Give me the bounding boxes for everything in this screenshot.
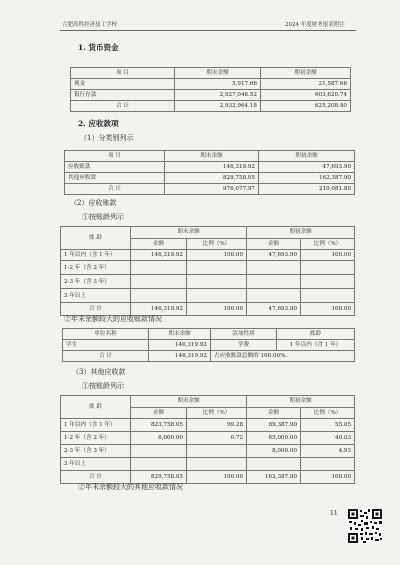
cell: 146,319.92 [149,351,211,362]
cell: 2-3 年（含 3 年） [61,275,131,289]
cell: 823,758.05 [131,419,187,432]
table-row [61,432,355,445]
cell: 146,319.92 [165,162,259,173]
table-row [61,445,355,458]
table-total-row [65,184,355,195]
cell: 1-2 年（含 2 年） [61,432,131,445]
cell: 1 年以内（含 1 年） [277,340,355,351]
cell: 100.00 [301,303,355,316]
other-receivables-aging-table [60,395,355,484]
header-report-title: 2024 年度财务报表附注 [285,22,345,28]
cell: 603,620.74 [261,90,351,101]
cell [187,445,247,458]
cell: 100.00 [301,471,355,484]
header-cell: 单位名称 [63,329,149,340]
cell: 100.00 [187,250,247,261]
table-row [61,419,355,432]
cell [301,289,355,303]
header-cell: 账 龄 [61,227,131,250]
caption-large-other-receivables: ②年末余额较大的其他应收款情况 [78,483,183,491]
cell: 2,932,964.18 [175,101,261,112]
subsection-by-category: （1）分类别列示 [80,134,134,142]
cell: 应收账款 [65,162,165,173]
cell [301,458,355,471]
header-cell: 期初余额 [247,396,355,408]
header-cell: 比例（%） [187,407,247,419]
cell: 47,693.90 [247,303,301,316]
header-cell: 比例（%） [301,407,355,419]
header-cell: 比例（%） [187,238,247,250]
cell: 162,387.90 [259,173,355,184]
receivables-category-table [64,150,355,195]
header-cell: 金额 [131,238,187,250]
header-cell: 款项性质 [211,329,277,340]
cell: 6,000.00 [131,432,187,445]
table-row [61,275,355,289]
cell: 3 年以上 [61,289,131,303]
header-cell: 期末余额 [131,396,247,408]
header-cell: 项 目 [71,68,175,79]
cell [301,261,355,275]
table-row [63,340,355,351]
table-total-row [71,101,351,112]
cell: 银行存款 [71,90,175,101]
cell: 合 计 [63,351,149,362]
table-row [61,289,355,303]
ar-aging-table [60,226,355,316]
header-school-name: 合肥高科经济技工学校 [62,22,118,28]
cell: 现金 [71,79,175,90]
subsection-other-by-age: ①按账龄列示 [82,382,124,390]
cell: 89,387.90 [247,419,301,432]
subsection-ar-by-age: ①按账龄列示 [82,213,124,221]
cell: 146,319.92 [149,340,211,351]
table-row [65,173,355,184]
cell: 47,693.90 [247,250,301,261]
cell: 合 计 [71,101,175,112]
header-cell: 期初余额 [261,68,351,79]
table-row [65,162,355,173]
table-row [71,90,351,101]
table-header-row [65,151,355,162]
cell [247,261,301,275]
header-cell: 账 龄 [61,396,131,419]
cell: 1 年以内（含 1 年） [61,419,131,432]
cell: 21,587.66 [261,79,351,90]
cell: 829,758.05 [131,471,187,484]
cell: 65,000.00 [247,432,301,445]
header-cell: 账龄 [277,329,355,340]
table-row [61,250,355,261]
cell: 100.00 [187,303,247,316]
header-cell: 期末余额 [131,227,247,239]
header-divider [60,30,356,31]
cell: 55.05 [301,419,355,432]
qr-code-icon [347,508,383,544]
cell: 210,081.80 [259,184,355,195]
cell: 47,693.90 [259,162,355,173]
section-receivables-title: 2. 应收款项 [78,119,119,128]
header-cell: 期末余额 [175,68,261,79]
page-number: 11 [330,510,338,517]
cell [187,261,247,275]
header-cell: 期末余额 [165,151,259,162]
table-header-row [63,329,355,340]
cell [131,275,187,289]
cell [131,289,187,303]
table-header-row [71,68,351,79]
cell: 4.93 [301,445,355,458]
table-row [71,79,351,90]
header-cell: 金额 [247,407,301,419]
cell [187,289,247,303]
header-cell: 项 目 [65,151,165,162]
cell [187,458,247,471]
cell: 合 计 [65,184,165,195]
header-cell: 金额 [247,238,301,250]
caption-large-ar: ②年末余额较大的应收账款情况 [64,315,162,323]
cell: 学生 [63,340,149,351]
cell [131,261,187,275]
cell: 5,917.66 [175,79,261,90]
cell: 2-3 年（含 3 年） [61,445,131,458]
cash-table [70,67,351,112]
header-cell: 比例（%） [301,238,355,250]
header-cell: 期初余额 [247,227,355,239]
cell [247,458,301,471]
cell [187,275,247,289]
cell: 146,319.92 [131,303,187,316]
cell: 100.00 [301,250,355,261]
header-cell: 金额 [131,407,187,419]
cell [131,458,187,471]
cell: 合 计 [61,471,131,484]
cell [247,289,301,303]
section-cash-title: 1. 货币资金 [78,43,119,52]
cell: 2,927,046.52 [175,90,261,101]
subsection-other-receivables: （3）其他应收款 [72,368,126,376]
subsection-accounts-receivable: （2）应收账款 [70,199,117,207]
cell: 占应收账款总额的 100.00%。 [211,351,355,362]
cell: 976,077.97 [165,184,259,195]
cell: 1-2 年（含 2 年） [61,261,131,275]
large-ar-table [62,328,355,362]
cell: 99.28 [187,419,247,432]
cell [301,275,355,289]
table-row [61,261,355,275]
cell: 3 年以上 [61,458,131,471]
cell: 829,758.05 [165,173,259,184]
cell: 100.00 [187,471,247,484]
cell: 0.72 [187,432,247,445]
table-total-row [63,351,355,362]
cell: 146,319.92 [131,250,187,261]
cell: 学费 [211,340,277,351]
cell: 162,387.90 [247,471,301,484]
header-cell: 期初余额 [259,151,355,162]
table-header-row [61,396,355,408]
cell: 其他应收款 [65,173,165,184]
cell: 8,000.00 [247,445,301,458]
cell: 1 年以内（含 1 年） [61,250,131,261]
cell: 40.03 [301,432,355,445]
table-header-row [61,227,355,239]
cell [247,275,301,289]
cell [131,445,187,458]
cell: 合 计 [61,303,131,316]
cell: 625,208.40 [261,101,351,112]
header-cell: 期末余额 [149,329,211,340]
table-row [61,458,355,471]
